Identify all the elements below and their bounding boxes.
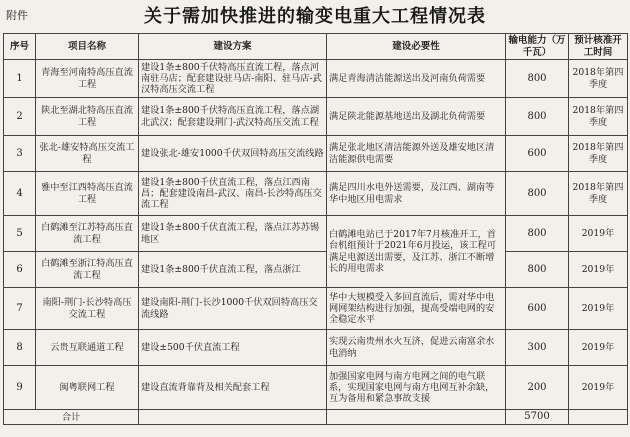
cell-index: 7 <box>4 288 36 330</box>
total-empty-plan <box>139 410 327 425</box>
cell-index: 5 <box>4 216 36 252</box>
cell-name: 闽粤联网工程 <box>36 366 139 410</box>
cell-name: 南阳-荆门-长沙特高压交流工程 <box>36 288 139 330</box>
table-row <box>4 330 628 366</box>
table-row <box>4 366 628 410</box>
cell-necessity: 华中大规模受入多回直流后，需对华中电网网架结构进行加强，提高受端电网的安全稳定水平 <box>327 288 506 330</box>
cell-capacity: 200 <box>506 366 569 410</box>
cell-capacity: 300 <box>506 330 569 366</box>
table-row <box>4 60 628 98</box>
cell-name: 青海至河南特高压直流工程 <box>36 60 139 98</box>
cell-capacity: 800 <box>506 98 569 136</box>
cell-plan: 建设1条±800千伏特高压直流工程，落点河南驻马店；配套建设驻马店-南阳、驻马店-武汉特高压交流工程 <box>139 60 327 98</box>
total-empty-necessity <box>327 410 506 425</box>
cell-necessity: 满足陕北能源基地送出及湖北负荷需要 <box>327 98 506 136</box>
cell-index: 9 <box>4 366 36 410</box>
cell-necessity: 实现云南贵州水火互济，促进云南富余水电消纳 <box>327 330 506 366</box>
cell-necessity: 满足青海清洁能源送出及河南负荷需要 <box>327 60 506 98</box>
cell-plan: 建设±500千伏直流工程 <box>139 330 327 366</box>
cell-name: 云贵互联通道工程 <box>36 330 139 366</box>
cell-time: 2019年 <box>569 216 628 252</box>
cell-name: 张北-雄安特高压交流工程 <box>36 136 139 172</box>
cell-plan: 建设1条±800千伏直流工程，落点江苏苏锡地区 <box>139 216 327 252</box>
table-row <box>4 172 628 216</box>
cell-capacity: 600 <box>506 136 569 172</box>
projects-table <box>3 33 628 425</box>
table-row <box>4 216 628 252</box>
cell-plan: 建设直流背靠背及相关配套工程 <box>139 366 327 410</box>
cell-necessity: 白鹤滩电站已于2017年7月核准开工，首台机组预计于2021年6月投运，该工程可满足电源送出需要，及江苏、浙江不断增长的用电需求 <box>327 216 506 288</box>
cell-time: 2018年第四季度 <box>569 172 628 216</box>
cell-name: 白鹤滩至江苏特高压直流工程 <box>36 216 139 252</box>
cell-index: 8 <box>4 330 36 366</box>
cell-necessity: 加强国家电网与南方电网之间的电气联系，实现国家电网与南方电网互补余缺，互为备用和紧急事故支援 <box>327 366 506 410</box>
cell-name: 陕北至湖北特高压直流工程 <box>36 98 139 136</box>
cell-capacity: 600 <box>506 288 569 330</box>
header-necessity: 建设必要性 <box>327 34 506 60</box>
cell-plan: 建设1条±800千伏直流工程，落点江西南昌；配套建设南昌-武汉、南昌-长沙特高压交流工程 <box>139 172 327 216</box>
cell-necessity: 满足四川水电外送需要，及江西、湖南等华中地区用电需求 <box>327 172 506 216</box>
total-empty-time <box>569 410 628 425</box>
cell-time: 2018年第四季度 <box>569 98 628 136</box>
cell-time: 2019年 <box>569 252 628 288</box>
cell-time: 2018年第四季度 <box>569 60 628 98</box>
cell-time: 2019年 <box>569 288 628 330</box>
cell-capacity: 800 <box>506 172 569 216</box>
cell-necessity: 满足张北地区清洁能源外送及雄安地区清洁能源供电需要 <box>327 136 506 172</box>
cell-index: 6 <box>4 252 36 288</box>
cell-index: 3 <box>4 136 36 172</box>
table-header-row <box>4 34 628 60</box>
table-row <box>4 136 628 172</box>
header-capacity: 输电能力（万千瓦） <box>506 34 569 60</box>
cell-index: 2 <box>4 98 36 136</box>
total-label: 合计 <box>4 410 139 425</box>
cell-capacity: 800 <box>506 216 569 252</box>
header-index: 序号 <box>4 34 36 60</box>
cell-index: 1 <box>4 60 36 98</box>
cell-plan: 建设1条±800千伏特高压直流工程，落点湖北武汉；配套建设荆门-武汉特高压交流工程 <box>139 98 327 136</box>
header-time: 预计核准开工时间 <box>569 34 628 60</box>
attachment-label: 附件 <box>6 9 28 22</box>
document-title: 关于需加快推进的输变电重大工程情况表 <box>144 6 486 27</box>
cell-name: 雅中至江西特高压直流工程 <box>36 172 139 216</box>
table-row <box>4 288 628 330</box>
total-capacity: 5700 <box>506 410 569 425</box>
cell-name: 白鹤滩至浙江特高压直流工程 <box>36 252 139 288</box>
table-total-row <box>4 410 628 425</box>
table-row <box>4 98 628 136</box>
table-row <box>4 252 628 288</box>
cell-index: 4 <box>4 172 36 216</box>
cell-plan: 建设张北-雄安1000千伏双回特高压交流线路 <box>139 136 327 172</box>
cell-plan: 建设1条±800千伏直流工程，落点浙江 <box>139 252 327 288</box>
cell-capacity: 800 <box>506 60 569 98</box>
cell-time: 2019年 <box>569 366 628 410</box>
cell-plan: 建设南阳-荆门-长沙1000千伏双回特高压交流线路 <box>139 288 327 330</box>
header-name: 项目名称 <box>36 34 139 60</box>
header-plan: 建设方案 <box>139 34 327 60</box>
cell-time: 2018年第四季度 <box>569 136 628 172</box>
cell-time: 2019年 <box>569 330 628 366</box>
cell-capacity: 800 <box>506 252 569 288</box>
